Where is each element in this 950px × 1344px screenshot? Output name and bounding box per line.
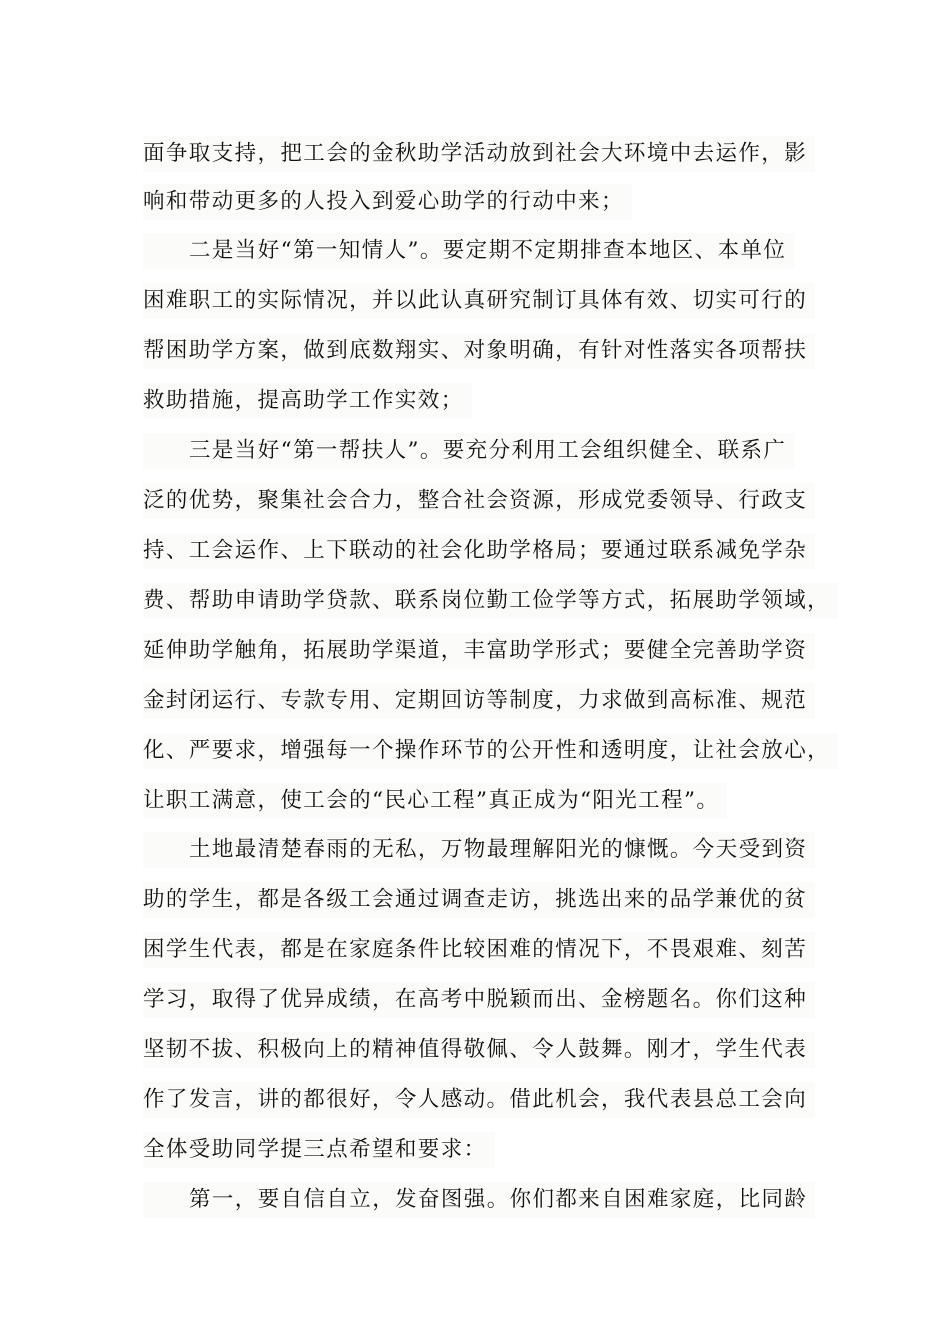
text-line: 土地最清楚春雨的无私，万物最理解阳光的慷慨。今天受到资 — [143, 832, 815, 868]
text-line: 作了发言，讲的都很好，令人感动。借此机会，我代表县总工会向 — [143, 1082, 815, 1118]
text-line: 全体受助同学提三点希望和要求： — [143, 1132, 495, 1168]
text-line: 第一，要自信自立，发奋图强。你们都来自困难家庭，比同龄 — [143, 1182, 815, 1218]
text-line: 化、严要求，增强每一个操作环节的公开性和透明度，让社会放心， — [143, 733, 838, 769]
text-line: 响和带动更多的人投入到爱心助学的行动中来； — [143, 184, 632, 220]
text-line: 坚韧不拔、积极向上的精神值得敬佩、令人鼓舞。刚才，学生代表 — [143, 1032, 815, 1068]
text-line: 金封闭运行、专款专用、定期回访等制度，力求做到高标准、规范 — [143, 683, 815, 719]
text-line: 助的学生，都是各级工会通过调查走访，挑选出来的品学兼优的贫 — [143, 882, 815, 918]
text-line: 延伸助学触角，拓展助学渠道，丰富助学形式；要健全完善助学资 — [143, 633, 815, 669]
text-line: 救助措施，提高助学工作实效； — [143, 383, 472, 419]
text-line: 泛的优势，聚集社会合力，整合社会资源，形成党委领导、行政支 — [143, 483, 815, 519]
text-line: 困学生代表，都是在家庭条件比较困难的情况下，不畏艰难、刻苦 — [143, 932, 815, 968]
text-line: 二是当好“第一知情人”。要定期不定期排查本地区、本单位 — [143, 233, 794, 269]
text-line: 学习，取得了优异成绩，在高考中脱颖而出、金榜题名。你们这种 — [143, 982, 815, 1018]
text-line: 让职工满意，使工会的“民心工程”真正成为“阳光工程”。 — [143, 783, 727, 819]
text-line: 帮困助学方案，做到底数翔实、对象明确，有针对性落实各项帮扶 — [143, 333, 815, 369]
text-line: 面争取支持，把工会的金秋助学活动放到社会大环境中去运作，影 — [143, 136, 815, 172]
text-line: 持、工会运作、上下联动的社会化助学格局；要通过联系减免学杂 — [143, 533, 815, 569]
text-line: 三是当好“第一帮扶人”。要充分利用工会组织健全、联系广 — [143, 433, 794, 469]
text-line: 费、帮助申请助学贷款、联系岗位勤工俭学等方式，拓展助学领域， — [143, 583, 838, 619]
text-line: 困难职工的实际情况，并以此认真研究制订具体有效、切实可行的 — [143, 283, 815, 319]
